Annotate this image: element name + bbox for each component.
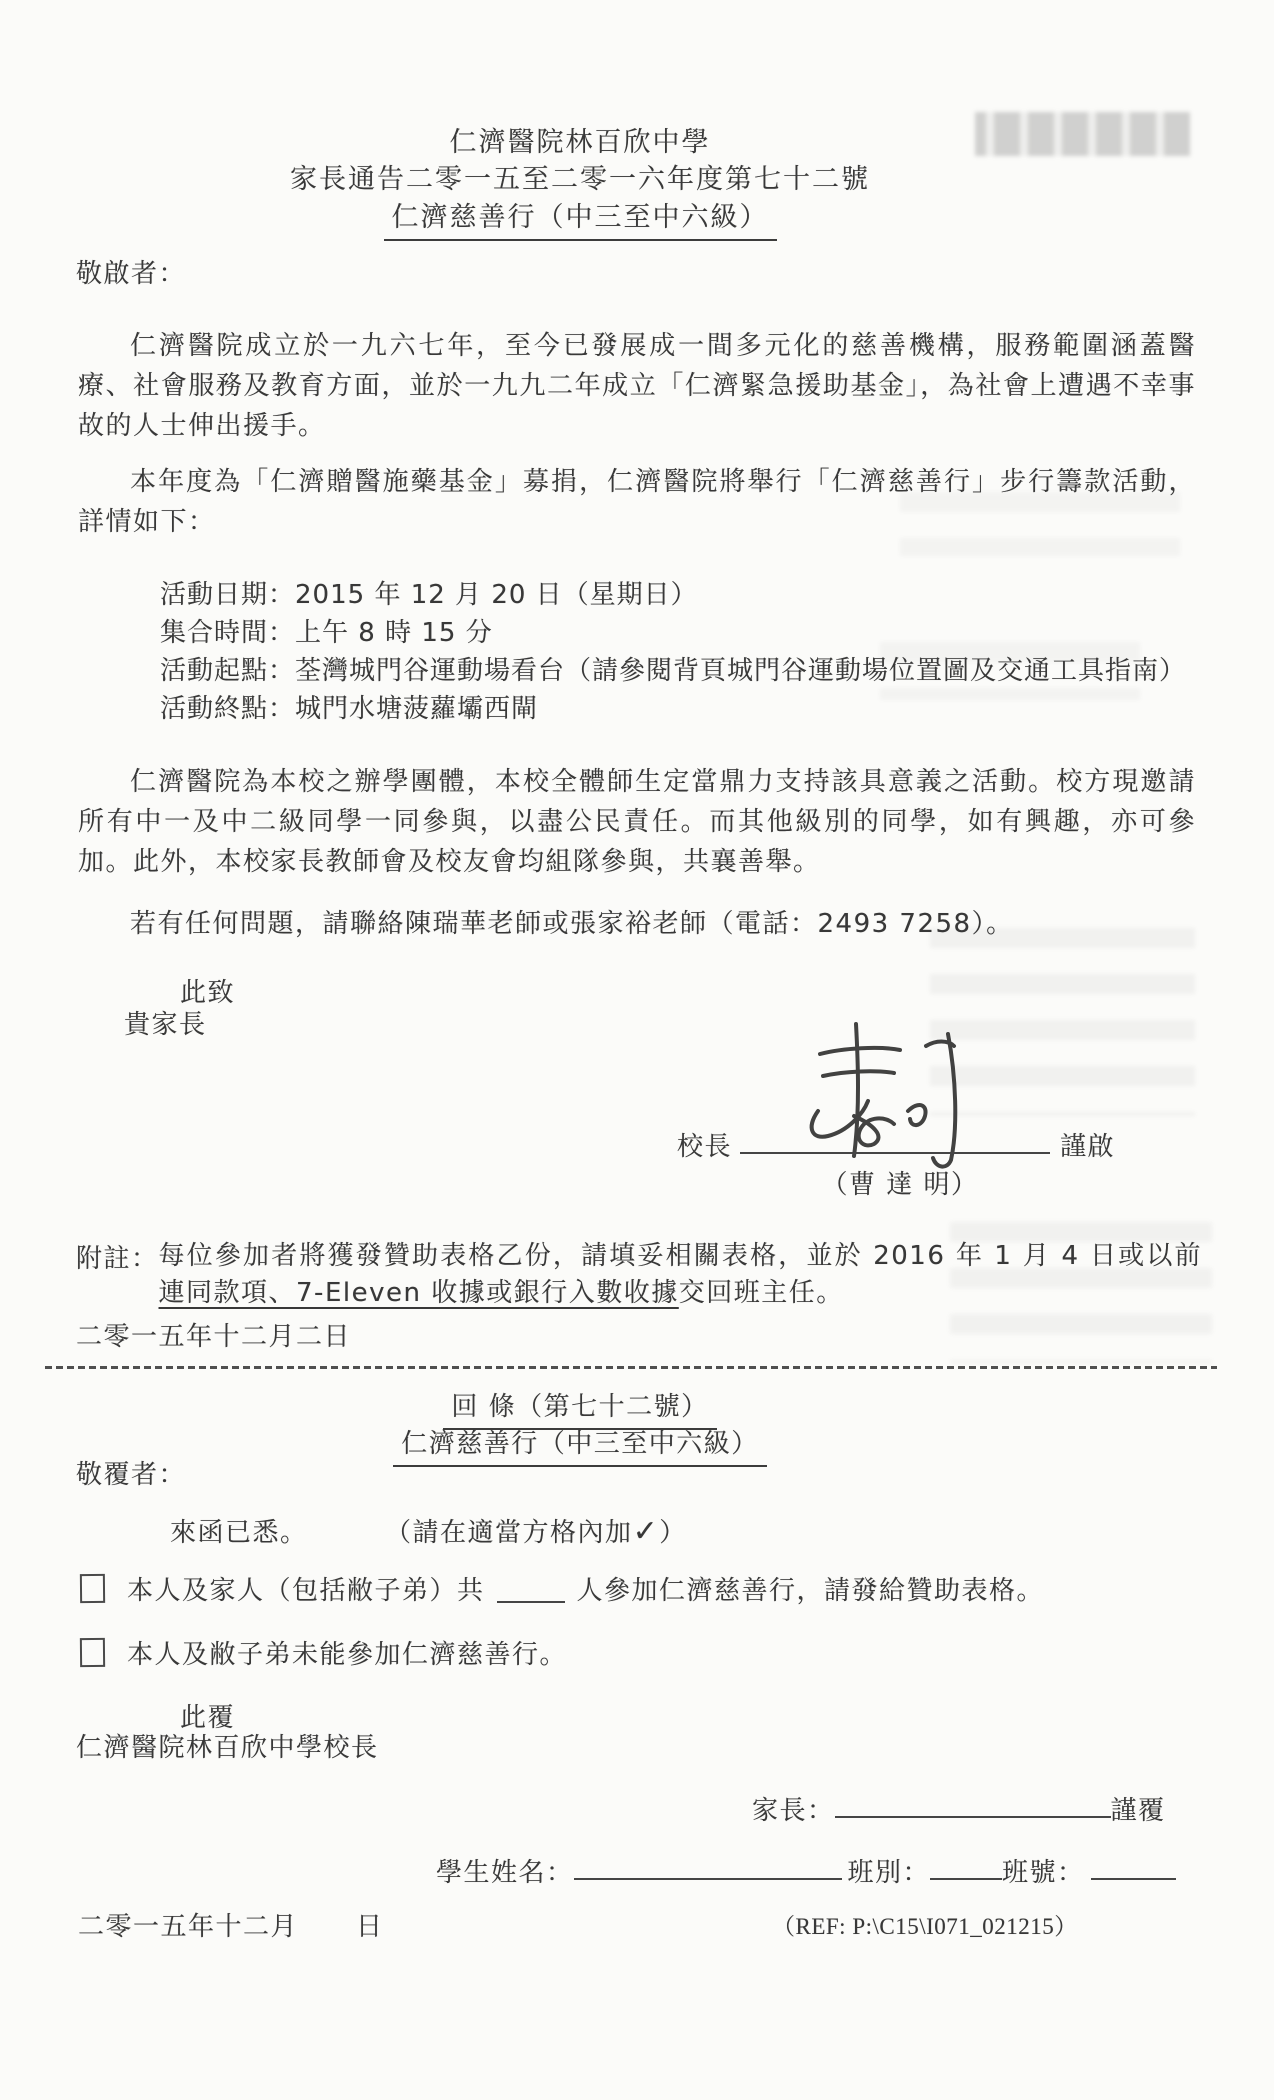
principal-label: 校長 [677, 1132, 733, 1162]
note-text [159, 1238, 1202, 1312]
detail-start [160, 652, 1186, 690]
tear-off-dashed-line [45, 1366, 1217, 1369]
reply-date-suffix: 日 [356, 1912, 384, 1942]
detail-time-value: 上午 8 時 15 分 [295, 618, 493, 648]
paragraph-support: 仁濟醫院為本校之辦學團體，本校全體師生定當鼎力支持該具意義之活動。校方現邀請所有中一及中二級同學一同參與，以盡公民責任。而其他級別的同學，如有興趣，亦可參加。此外，本校家長教師會及校友會均組隊參與，共襄善舉。 [78, 767, 1196, 877]
tick-instruction-pre: （請在適當方格內加 [385, 1518, 633, 1548]
join-checkbox [80, 1574, 105, 1603]
detail-end-value: 城門水塘菠蘿壩西閘 [295, 694, 539, 724]
detail-date-value: 2015 年 12 月 20 日（星期日） [295, 580, 698, 610]
closing-recipient: 貴家長 [124, 1010, 207, 1040]
class-label: 班別： [847, 1858, 931, 1888]
event-title [0, 195, 1160, 241]
detail-end-label: 活動終點： [160, 694, 296, 724]
detail-date-label: 活動日期： [160, 580, 296, 610]
event-title-text: 仁濟慈善行（中三至中六級） [384, 195, 777, 241]
class-no-label: 班號： [1002, 1858, 1085, 1888]
school-name: 仁濟醫院林百欣中學 [449, 127, 711, 158]
reply-slip-title-text: 回 條（第七十二號） [443, 1386, 716, 1430]
parent-signature-blank [835, 1790, 1111, 1818]
ref-code: （REF: P:\C15\I071_021215） [772, 1914, 1078, 1939]
tick-instruction-post: ） [659, 1518, 687, 1548]
reply-date-line [78, 1906, 384, 1943]
participant-count-blank [497, 1575, 565, 1603]
acknowledgement-text: 來函已悉。 [170, 1518, 308, 1548]
detail-end [160, 690, 538, 728]
decline-checkbox [80, 1638, 105, 1667]
note-pre: 每位參加者將獲發贊助表格乙份，請填妥相關表格，並於 2016 年 1 月 4 日或以前 [158, 1241, 1202, 1271]
notice-number-line: 家長通告二零一五至二零一六年度第七十二號 [290, 164, 870, 195]
option-decline-row [78, 1634, 567, 1671]
acknowledgement-line [170, 1512, 687, 1549]
salutation: 敬啟者： [76, 259, 187, 289]
paragraph-contact: 若有任何問題，請聯絡陳瑞華老師或張家裕老師（電話：2493 7258）。 [130, 909, 1014, 939]
reply-addressee: 仁濟醫院林百欣中學校長 [76, 1733, 379, 1763]
note-block [76, 1238, 1202, 1312]
note-label: 附註： [76, 1244, 159, 1274]
student-info-line [436, 1852, 1176, 1889]
principal-suffix: 謹啟 [1060, 1132, 1116, 1162]
detail-start-label: 活動起點： [160, 656, 296, 686]
note-underlined: 連同款項、7-Eleven 收據或銀行入數收據 [158, 1278, 679, 1308]
reply-salutation: 敬覆者： [76, 1460, 187, 1490]
principal-line [677, 1126, 1115, 1163]
reply-closing: 此覆 [180, 1703, 236, 1733]
paragraph-intro: 仁濟醫院成立於一九六七年，至今已發展成一間多元化的慈善機構，服務範圍涵蓋醫療、社會服務及教育方面，並於一九九二年成立「仁濟緊急援助基金」，為社會上遭遇不幸事故的人士伸出援手。 [78, 331, 1196, 441]
option-decline-text: 本人及敝子弟未能參加仁濟慈善行。 [127, 1640, 568, 1670]
principal-signature-blank [740, 1126, 1050, 1154]
option-join-row [78, 1570, 1044, 1607]
student-name-label: 學生姓名： [436, 1858, 574, 1888]
parent-label: 家長： [752, 1796, 835, 1826]
option-join-text [127, 1570, 1044, 1607]
paragraph-event: 本年度為「仁濟贈醫施藥基金」募捐，仁濟醫院將舉行「仁濟慈善行」步行籌款活動，詳情如下： [78, 467, 1196, 537]
reply-slip-subtitle-text: 仁濟慈善行（中三至中六級） [393, 1423, 767, 1467]
reply-date-prefix: 二零一五年十二月 [78, 1912, 299, 1942]
detail-time-label: 集合時間： [160, 618, 296, 648]
detail-start-value: 荃灣城門谷運動場看台（請參閱背頁城門谷運動場位置圖及交通工具指南） [295, 656, 1187, 686]
closing-cizhi: 此致 [180, 978, 236, 1008]
parent-signature-line [752, 1790, 1166, 1827]
class-blank [930, 1852, 1002, 1880]
principal-name: （曹 達 明） [821, 1170, 979, 1200]
option-join-post: 人參加仁濟慈善行，請發給贊助表格。 [576, 1576, 1045, 1606]
detail-date [160, 576, 698, 614]
option-join-pre: 本人及家人（包括敝子弟）共 [127, 1576, 485, 1606]
issue-date: 二零一五年十二月二日 [76, 1322, 352, 1352]
detail-time [160, 614, 493, 652]
checkmark-glyph: ✓ [632, 1514, 660, 1549]
note-post: 交回班主任。 [678, 1278, 844, 1308]
student-name-blank [574, 1852, 842, 1880]
parent-suffix: 謹覆 [1110, 1796, 1166, 1826]
class-no-blank [1091, 1852, 1176, 1880]
